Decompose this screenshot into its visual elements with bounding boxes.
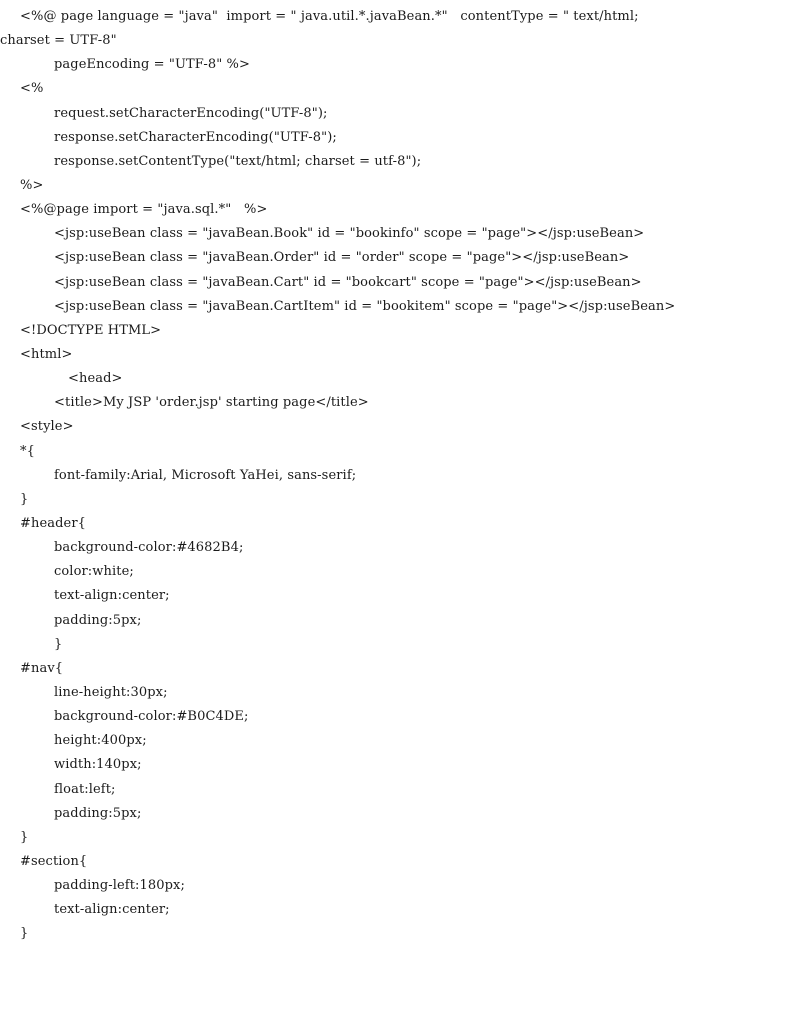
code-line: color:white; xyxy=(54,564,134,580)
code-line: } xyxy=(20,829,29,845)
code-line: pageEncoding = "UTF-8" %> xyxy=(54,57,250,73)
code-line: text-align:center; xyxy=(54,588,170,604)
code-line: font-family:Arial, Microsoft YaHei, sans-serif; xyxy=(54,467,357,483)
code-line: <!DOCTYPE HTML> xyxy=(20,322,162,338)
code-line: height:400px; xyxy=(54,733,147,749)
code-line: response.setCharacterEncoding("UTF-8"); xyxy=(54,129,337,145)
code-line: <jsp:useBean class = "javaBean.Book" id = "bookinfo" scope = "page"></jsp:useBean> xyxy=(54,226,645,242)
code-line: } xyxy=(20,491,29,507)
code-line: } xyxy=(54,636,63,652)
code-line: width:140px; xyxy=(54,757,142,773)
code-line: %> xyxy=(20,177,44,193)
code-line: <style> xyxy=(20,419,74,435)
code-line: <title>My JSP 'order.jsp' starting page</title> xyxy=(54,395,369,411)
code-line: line-height:30px; xyxy=(54,684,168,700)
code-line: <jsp:useBean class = "javaBean.CartItem" id = "bookitem" scope = "page"></jsp:useBean> xyxy=(54,298,676,314)
code-line: charset = UTF-8" xyxy=(0,33,117,49)
code-line: <html> xyxy=(20,346,73,362)
code-line: } xyxy=(20,926,29,942)
code-line: padding:5px; xyxy=(54,612,142,628)
code-line: <% xyxy=(20,81,44,97)
code-line: background-color:#B0C4DE; xyxy=(54,709,249,725)
code-line: #header{ xyxy=(20,515,87,531)
code-line: request.setCharacterEncoding("UTF-8"); xyxy=(54,105,328,121)
code-line: <jsp:useBean class = "javaBean.Cart" id = "bookcart" scope = "page"></jsp:useBean> xyxy=(54,274,642,290)
code-line: <%@ page language = "java" import = " java.util.*.javaBean.*" contentType = " text/html; xyxy=(20,9,639,24)
code-line: float:left; xyxy=(54,781,116,797)
code-line: #nav{ xyxy=(20,660,64,676)
code-line: <%@page import = "java.sql.*" %> xyxy=(20,202,268,218)
code-line: padding:5px; xyxy=(54,805,142,821)
code-line: text-align:center; xyxy=(54,902,170,918)
code-line: *{ xyxy=(20,443,35,459)
code-line: #section{ xyxy=(20,853,88,869)
code-line: <jsp:useBean class = "javaBean.Order" id = "order" scope = "page"></jsp:useBean> xyxy=(54,250,630,266)
code-line: background-color:#4682B4; xyxy=(54,540,244,556)
code-line: response.setContentType("text/html; charset = utf-8"); xyxy=(54,153,422,169)
code-line: <head> xyxy=(68,371,123,387)
code-line: padding-left:180px; xyxy=(54,878,185,894)
